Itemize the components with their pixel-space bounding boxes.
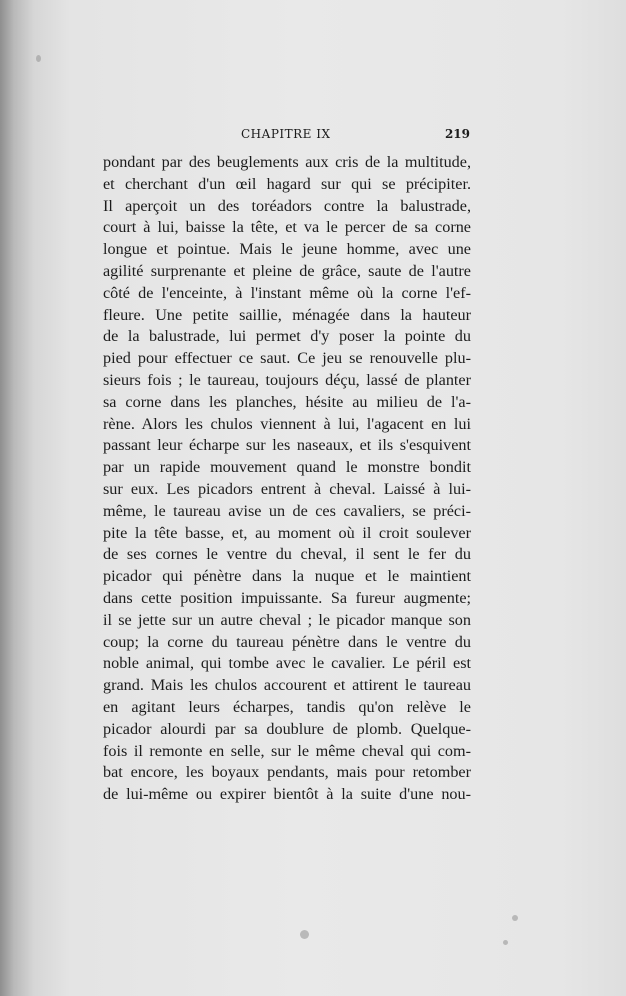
text-line: il se jette sur un autre cheval ; le picador manque son [103, 610, 471, 629]
body-text [103, 152, 471, 806]
page-header [103, 127, 470, 145]
text-line: agilité surprenante et pleine de grâce, saute de l'autre [103, 261, 471, 280]
paper-stain [36, 55, 41, 62]
text-line: court à lui, baisse la tête, et va le percer de sa corne [103, 218, 471, 237]
running-title: CHAPITRE IX [241, 127, 331, 141]
text-line: noble animal, qui tombe avec le cavalier. Le péril est [103, 654, 471, 673]
text-line: coup; la corne du taureau pénètre dans le ventre du [103, 632, 471, 651]
page-number: 219 [444, 127, 470, 141]
text-line: par un rapide mouvement quand le monstre bondit [103, 458, 471, 477]
text-line: longue et pointue. Mais le jeune homme, avec une [103, 240, 471, 259]
text-line: en agitant leurs écharpes, tandis qu'on relève le [103, 697, 471, 716]
paper-stain [503, 940, 508, 945]
text-line: sieurs fois ; le taureau, toujours déçu, lassé de planter [103, 370, 471, 389]
text-line: même, le taureau avise un de ces cavaliers, se préci- [103, 501, 471, 520]
text-line: fleure. Une petite saillie, ménagée dans la hauteur [103, 305, 471, 324]
text-line: rène. Alors les chulos viennent à lui, l'agacent en lui [103, 414, 471, 433]
text-line: Il aperçoit un des toréadors contre la balustrade, [103, 196, 471, 215]
text-line: grand. Mais les chulos accourent et attirent le taureau [103, 676, 471, 695]
text-line: passant leur écharpe sur les naseaux, et ils s'esquivent [103, 436, 471, 455]
text-line: bat encore, les boyaux pendants, mais pour retomber [103, 763, 471, 782]
text-line: et cherchant d'un œil hagard sur qui se précipiter. [103, 174, 471, 193]
paper-stain [512, 915, 518, 921]
text-line: de la balustrade, lui permet d'y poser la pointe du [103, 327, 471, 346]
text-line: pite la tête basse, et, au moment où il croit soulever [103, 523, 471, 542]
text-line: fois il remonte en selle, sur le même cheval qui com- [103, 741, 471, 760]
paper-stain [300, 930, 309, 939]
text-line: picador qui pénètre dans la nuque et le maintient [103, 567, 471, 586]
text-line: de ses cornes le ventre du cheval, il sent le fer du [103, 545, 471, 564]
text-line: pied pour effectuer ce saut. Ce jeu se renouvelle plu- [103, 349, 471, 368]
text-line: dans cette position impuissante. Sa fureur augmente; [103, 588, 471, 607]
text-line: sur eux. Les picadors entrent à cheval. Laissé à lui- [103, 479, 471, 498]
text-line: côté de l'enceinte, à l'instant même où la corne l'ef- [103, 283, 471, 302]
text-line: de lui-même ou expirer bientôt à la suite d'une nou- [103, 785, 471, 804]
text-line: pondant par des beuglements aux cris de la multitude, [103, 153, 471, 171]
text-line: picador alourdi par sa doublure de plomb. Quelque- [103, 719, 471, 738]
text-line: sa corne dans les planches, hésite au milieu de l'a- [103, 392, 471, 411]
